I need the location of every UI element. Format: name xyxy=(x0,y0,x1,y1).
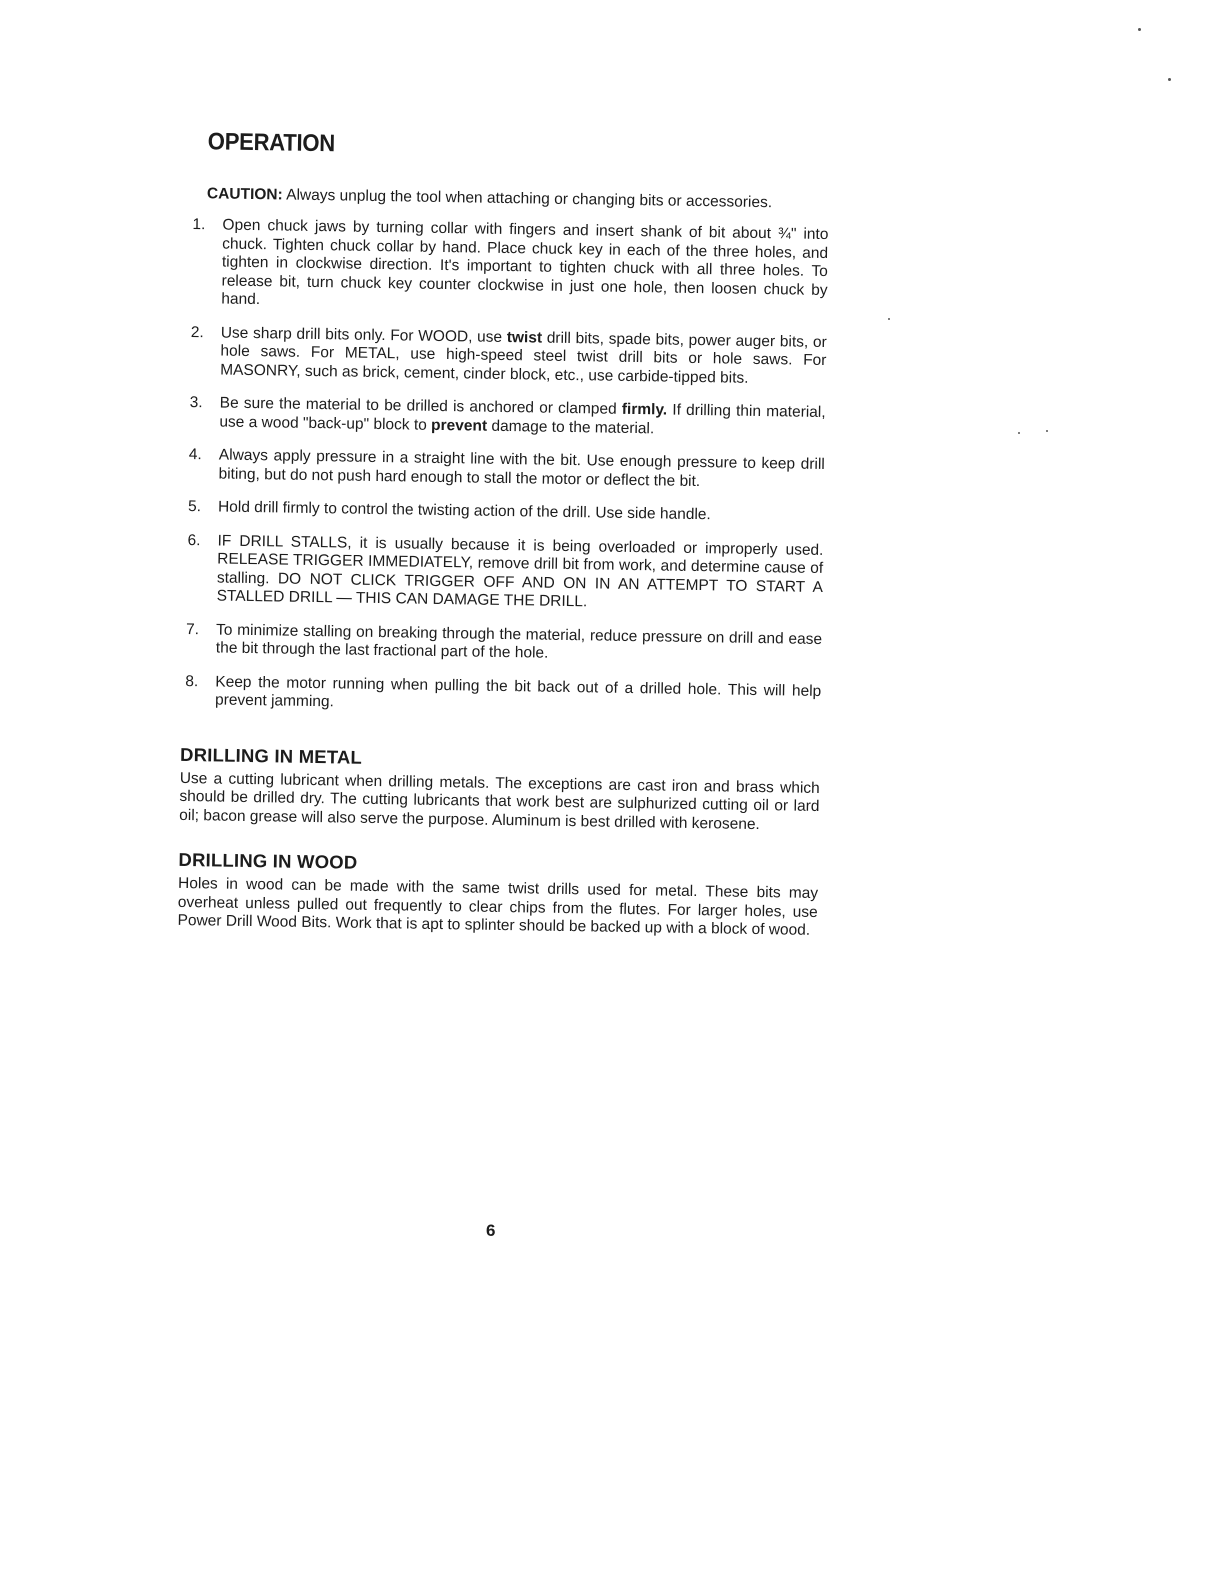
step-number: 5. xyxy=(187,498,202,516)
step-text xyxy=(216,532,823,616)
section-heading: DRILLING IN METAL xyxy=(180,743,363,768)
step-text-run: Be sure the material to be drilled is anchored or clamped xyxy=(219,394,622,418)
step-number: 2. xyxy=(190,323,204,341)
step-text xyxy=(219,395,826,442)
step-item xyxy=(185,394,826,441)
step-text-run: IF DRILL STALLS, it is usually because it is being overloaded or improperly used. RELEASE TRIGGER IMMEDIATELY, remove drill bit from work, and determine cause of stalling. DO NOT CLICK TRIGGER OFF AND ON IN AN ATTEMPT TO START A STALLED DRILL — THIS CAN DAMAGE THE DRILL. xyxy=(216,531,824,611)
step-text xyxy=(220,324,827,389)
operation-steps-list xyxy=(181,216,829,719)
step-text-run: Hold drill firmly to control the twisting action of the drill. Use side handle. xyxy=(217,498,711,524)
section-body: Holes in wood can be made with the same twist drills used for metal. These bits may overheat unless pulled out frequently to clear chips from the flutes. For larger holes, use Power Drill Wood Bits. Work that is apt to splinter should be backed up with a block of wood. xyxy=(177,874,819,939)
scan-speck xyxy=(1046,430,1048,432)
step-text-run: Always apply pressure in a straight line with the bit. Use enough pressure to keep drill biting, but do not push hard enough to stall the motor or deflect the bit. xyxy=(218,446,825,490)
caution-note xyxy=(207,184,829,214)
step-emphasis: prevent xyxy=(430,416,488,435)
scan-speck xyxy=(1138,28,1141,31)
section-drilling-metal xyxy=(179,743,820,835)
step-text-run: Keep the motor running when pulling the bit back out of a drilled hole. This will help prevent jamming. xyxy=(214,672,822,711)
step-item xyxy=(181,672,822,719)
step-text-run: If drilling thin material, use a wood "back-up" block to xyxy=(219,401,826,434)
step-item xyxy=(187,216,828,319)
step-item xyxy=(184,498,824,527)
step-emphasis: firmly. xyxy=(621,400,668,419)
step-item xyxy=(182,531,823,615)
caution-label: CAUTION: xyxy=(206,185,283,204)
caution-text: Always unplug the tool when attaching or changing bits or accessories. xyxy=(282,186,773,212)
step-text xyxy=(216,621,823,668)
step-text-run: To minimize stalling on breaking through the material, reduce pressure on drill and ease the bit through the last fractional part of the hole. xyxy=(215,620,823,662)
step-text-run: Open chuck jaws by turning collar with fingers and insert shank of bit about ¾" into chuck. Tighten chuck collar by hand. Place chuck key in each of the three holes, and tighten in clockwise direction. It's important to tighten chuck with all three holes. To release bit, turn chuck key counter clockwise in just one hole, then loosen chuck by hand. xyxy=(221,216,829,309)
step-item xyxy=(186,323,827,389)
scan-speck xyxy=(1018,432,1020,434)
step-text xyxy=(221,217,828,319)
step-text-run: damage to the material. xyxy=(486,417,655,437)
section-drilling-wood xyxy=(177,849,818,941)
step-number: 3. xyxy=(189,394,203,412)
step-item xyxy=(182,620,823,667)
step-number: 4. xyxy=(188,446,202,464)
step-number: 7. xyxy=(185,620,200,638)
step-number: 6. xyxy=(187,531,201,549)
page-content xyxy=(177,128,830,940)
step-text-run: Use sharp drill bits only. For WOOD, use xyxy=(220,324,507,346)
step-number: 1. xyxy=(192,216,206,234)
page-title: OPERATION xyxy=(207,128,336,158)
page-number: 6 xyxy=(486,1221,496,1240)
section-heading: DRILLING IN WOOD xyxy=(178,848,358,873)
step-text-run: drill bits, spade bits, power auger bits, or hole saws. For METAL, use high-speed steel twist drill bits or hole saws. For MASONRY, such as brick, cement, cinder block, etc., use carbide-tipped bits. xyxy=(220,329,827,387)
scan-speck xyxy=(1168,78,1171,81)
step-emphasis: twist xyxy=(506,328,543,347)
step-text xyxy=(218,498,824,526)
section-body: Use a cutting lubricant when drilling metals. The exceptions are cast iron and brass which should be drilled dry. The cutting lubricants that work best are sulphurized cutting oil or lard oil; bacon grease will also serve the purpose. Aluminum is best drilled with kerosene. xyxy=(179,769,820,833)
step-text xyxy=(218,446,825,493)
step-item xyxy=(184,446,825,493)
step-text xyxy=(215,673,822,720)
step-number: 8. xyxy=(185,672,199,690)
scan-speck xyxy=(888,318,890,320)
